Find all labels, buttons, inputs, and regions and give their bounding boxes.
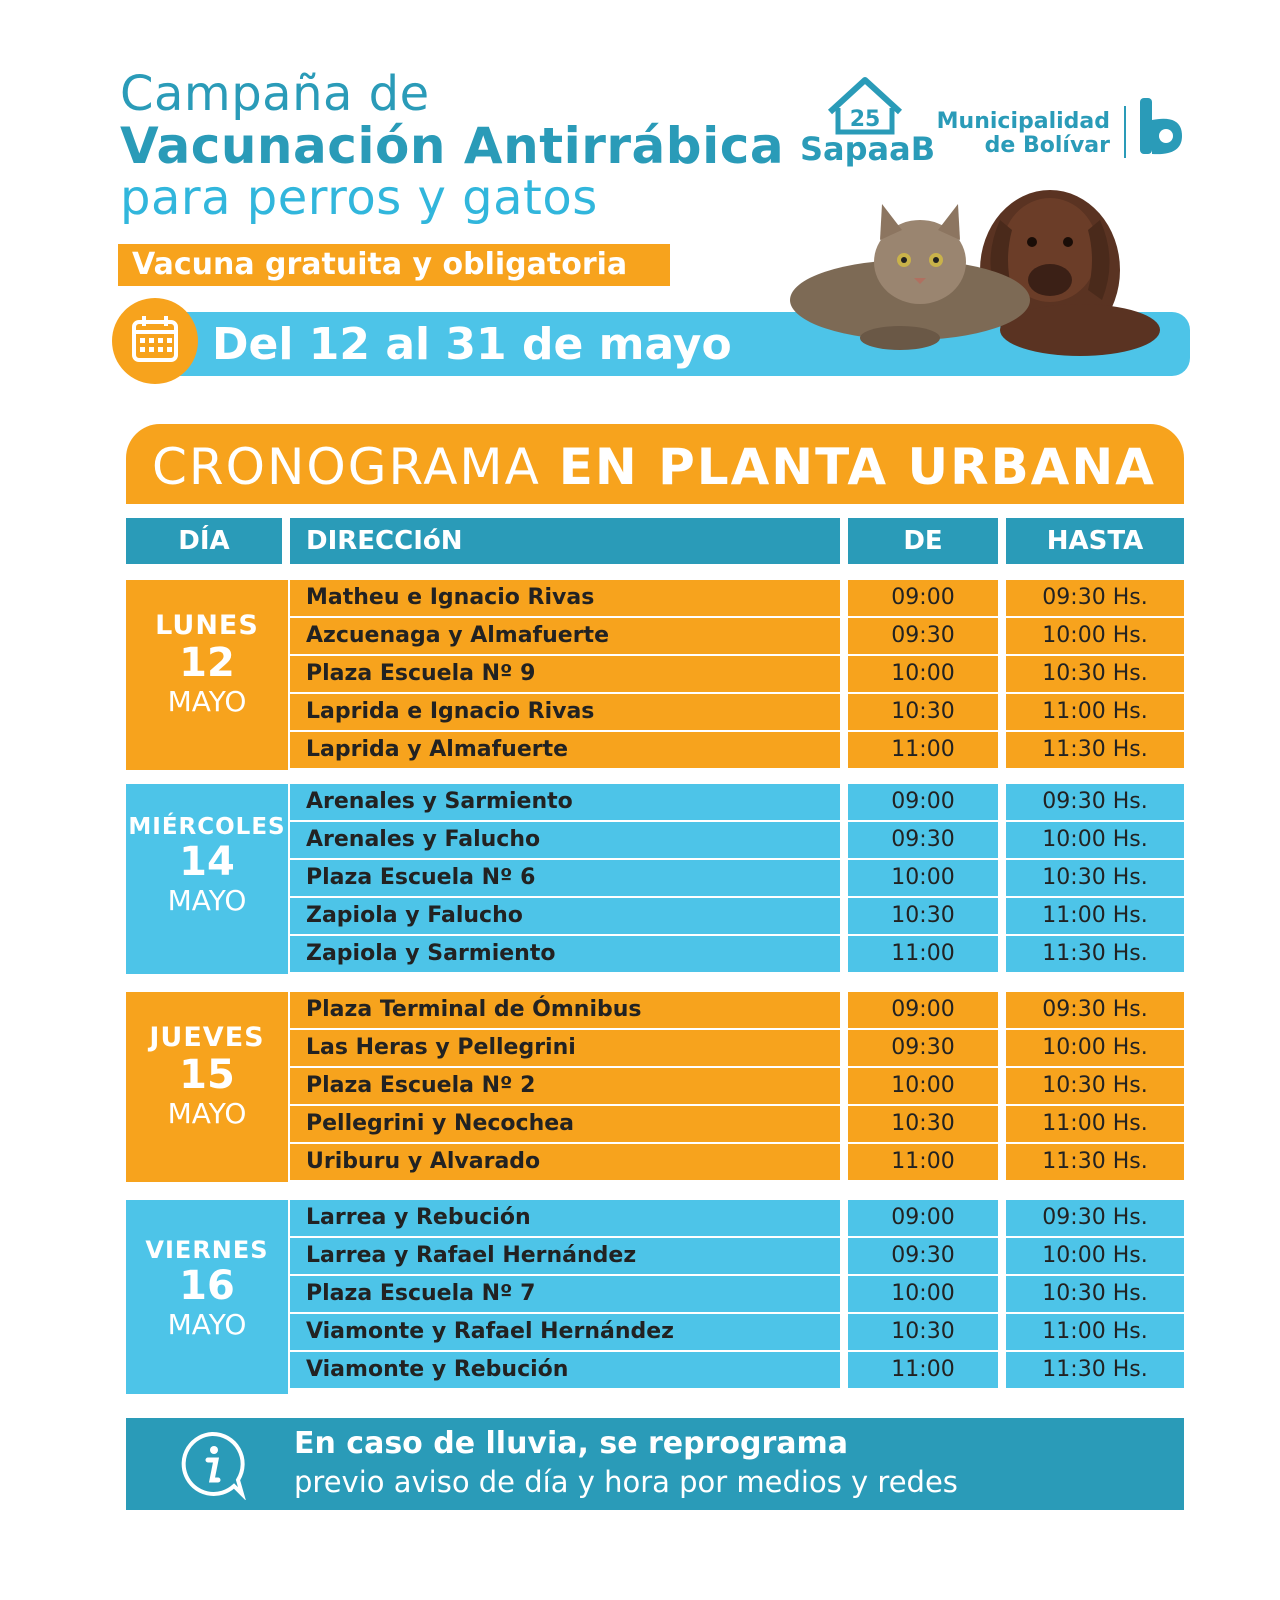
row-address: Arenales y Sarmiento — [290, 784, 840, 820]
day-block — [126, 580, 288, 770]
row-address: Plaza Escuela Nº 2 — [290, 1068, 840, 1104]
row-from-time: 10:00 — [848, 1068, 998, 1104]
day-block — [126, 992, 288, 1182]
bolivar-b-logo — [1136, 96, 1186, 158]
day-number: 15 — [179, 1052, 235, 1098]
rain-notice-detail: previo aviso de día y hora por medios y redes — [294, 1465, 958, 1499]
row-address: Zapiola y Falucho — [290, 898, 840, 934]
rain-notice-title: En caso de lluvia, se reprograma — [294, 1426, 849, 1461]
row-address: Viamonte y Rebución — [290, 1352, 840, 1388]
row-address: Las Heras y Pellegrini — [290, 1030, 840, 1066]
row-address: Laprida e Ignacio Rivas — [290, 694, 840, 730]
row-address: Plaza Escuela Nº 9 — [290, 656, 840, 692]
day-number: 14 — [179, 839, 235, 885]
row-address: Uriburu y Alvarado — [290, 1144, 840, 1180]
header-address: DIRECCIóN — [290, 518, 840, 564]
row-address: Zapiola y Sarmiento — [290, 936, 840, 972]
row-from-time: 10:30 — [848, 694, 998, 730]
row-to-time: 09:30 Hs. — [1006, 992, 1184, 1028]
row-from-time: 11:00 — [848, 1144, 998, 1180]
row-to-time: 11:00 Hs. — [1006, 898, 1184, 934]
row-to-time: 10:00 Hs. — [1006, 1238, 1184, 1274]
muni-line-2: de Bolívar — [984, 133, 1110, 158]
row-to-time: 11:30 Hs. — [1006, 1144, 1184, 1180]
title-line-2: Vacunación Antirrábica — [120, 117, 785, 175]
row-from-time: 09:30 — [848, 618, 998, 654]
row-address: Plaza Terminal de Ómnibus — [290, 992, 840, 1028]
row-address: Viamonte y Rafael Hernández — [290, 1314, 840, 1350]
logo-divider — [1124, 106, 1126, 158]
row-to-time: 11:30 Hs. — [1006, 936, 1184, 972]
row-to-time: 09:30 Hs. — [1006, 784, 1184, 820]
row-from-time: 10:30 — [848, 898, 998, 934]
title-line-3: para perros y gatos — [120, 170, 598, 226]
schedule-title-bold: EN PLANTA URBANA — [558, 438, 1156, 496]
row-from-time: 09:00 — [848, 992, 998, 1028]
muni-line-1: Municipalidad — [936, 109, 1110, 134]
day-month: MAYO — [167, 685, 247, 718]
header-from: DE — [848, 518, 998, 564]
row-address: Larrea y Rebución — [290, 1200, 840, 1236]
row-address: Arenales y Falucho — [290, 822, 840, 858]
row-address: Laprida y Almafuerte — [290, 732, 840, 768]
calendar-icon — [112, 298, 198, 384]
row-address: Plaza Escuela Nº 7 — [290, 1276, 840, 1312]
row-to-time: 11:00 Hs. — [1006, 1106, 1184, 1142]
day-block — [126, 1200, 288, 1394]
row-from-time: 10:00 — [848, 656, 998, 692]
row-from-time: 09:30 — [848, 822, 998, 858]
day-number: 12 — [179, 640, 235, 686]
day-month: MAYO — [167, 1308, 247, 1341]
row-to-time: 09:30 Hs. — [1006, 580, 1184, 616]
row-from-time: 10:30 — [848, 1106, 998, 1142]
day-name: JUEVES — [149, 1022, 265, 1053]
row-from-time: 09:30 — [848, 1238, 998, 1274]
row-from-time: 11:00 — [848, 732, 998, 768]
day-block — [126, 784, 288, 974]
row-to-time: 10:30 Hs. — [1006, 1276, 1184, 1312]
day-name: MIÉRCOLES — [128, 814, 286, 840]
campaign-dates: Del 12 al 31 de mayo — [212, 319, 732, 370]
row-to-time: 09:30 Hs. — [1006, 1200, 1184, 1236]
sapaab-label: SapaaB — [800, 130, 936, 168]
sapaab-number: 25 — [849, 107, 881, 132]
day-number: 16 — [179, 1263, 235, 1309]
row-to-time: 10:30 Hs. — [1006, 860, 1184, 896]
day-name: VIERNES — [145, 1236, 269, 1264]
row-to-time: 10:30 Hs. — [1006, 656, 1184, 692]
row-to-time: 10:30 Hs. — [1006, 1068, 1184, 1104]
row-address: Plaza Escuela Nº 6 — [290, 860, 840, 896]
row-from-time: 09:00 — [848, 784, 998, 820]
row-from-time: 10:30 — [848, 1314, 998, 1350]
row-from-time: 11:00 — [848, 936, 998, 972]
row-address: Pellegrini y Necochea — [290, 1106, 840, 1142]
row-from-time: 09:00 — [848, 580, 998, 616]
municipality-name — [930, 110, 1110, 158]
schedule-title-light: CRONOGRAMA — [152, 438, 541, 496]
free-mandatory-badge: Vacuna gratuita y obligatoria — [118, 244, 670, 286]
header-day: DÍA — [126, 518, 282, 564]
schedule-title — [152, 432, 1156, 502]
row-to-time: 11:00 Hs. — [1006, 694, 1184, 730]
row-address: Larrea y Rafael Hernández — [290, 1238, 840, 1274]
row-from-time: 09:00 — [848, 1200, 998, 1236]
campaign-title — [120, 68, 784, 224]
row-address: Azcuenaga y Almafuerte — [290, 618, 840, 654]
row-to-time: 11:30 Hs. — [1006, 732, 1184, 768]
day-month: MAYO — [167, 884, 247, 917]
row-from-time: 09:30 — [848, 1030, 998, 1066]
day-month: MAYO — [167, 1097, 247, 1130]
row-to-time: 10:00 Hs. — [1006, 1030, 1184, 1066]
row-to-time: 10:00 Hs. — [1006, 822, 1184, 858]
day-name: LUNES — [155, 610, 259, 641]
row-from-time: 11:00 — [848, 1352, 998, 1388]
title-line-1: Campaña de — [120, 66, 430, 122]
row-address: Matheu e Ignacio Rivas — [290, 580, 840, 616]
row-to-time: 11:30 Hs. — [1006, 1352, 1184, 1388]
row-to-time: 10:00 Hs. — [1006, 618, 1184, 654]
header-to: HASTA — [1006, 518, 1184, 564]
cat-dog-illustration — [750, 180, 1170, 360]
row-from-time: 10:00 — [848, 860, 998, 896]
info-icon — [176, 1428, 248, 1500]
row-from-time: 10:00 — [848, 1276, 998, 1312]
row-to-time: 11:00 Hs. — [1006, 1314, 1184, 1350]
